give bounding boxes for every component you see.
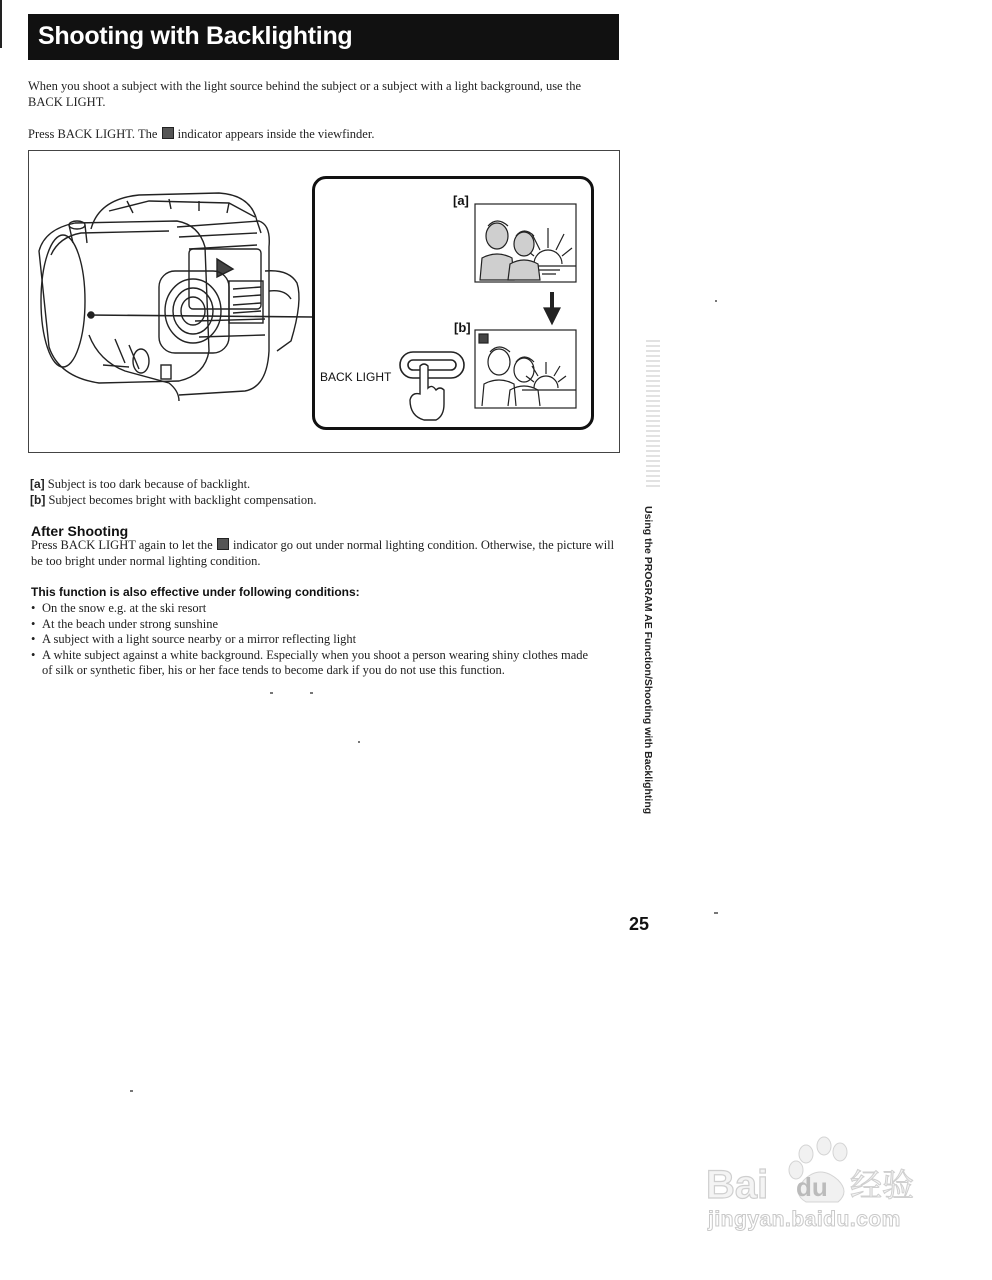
press-text-before: Press BACK LIGHT. The [28, 127, 161, 141]
caption-a [30, 476, 316, 492]
page-number: 25 [629, 914, 650, 934]
label-a: [a] [453, 193, 469, 208]
press-text-after: indicator appears inside the viewfinder. [174, 127, 375, 141]
caption-b-text: Subject becomes bright with backlight compensation. [45, 493, 317, 507]
svg-text:du: du [796, 1172, 828, 1202]
scan-speck [358, 741, 360, 743]
scan-speck [714, 912, 718, 914]
backlight-figure [28, 150, 620, 453]
back-light-label: BACK LIGHT [320, 370, 392, 384]
watermark-url: jingyan.baidu.com [708, 1208, 901, 1231]
list-item: • At the beach under strong sunshine [31, 617, 591, 633]
after-shooting-heading: After Shooting [31, 523, 129, 539]
list-item: • A subject with a light source nearby or a mirror reflecting light [31, 632, 591, 648]
caption-b-key: [b] [30, 493, 46, 507]
caption-a-key: [a] [30, 477, 45, 491]
page-title: Shooting with Backlighting [38, 22, 353, 50]
baidu-watermark-logo [700, 1130, 950, 1250]
caption-b [30, 492, 316, 508]
after-text-after: indicator go out under normal lighting condition. Otherwise, the picture will be too bright under normal lighting condition. [31, 538, 615, 568]
intro-paragraph: When you shoot a subject with the light source behind the subject or a subject with a light background, use the BACK LIGHT. [28, 79, 581, 109]
conditions-list [31, 601, 591, 679]
page-edge-mark [0, 0, 2, 48]
figure-captions [30, 476, 316, 508]
scan-speck [715, 300, 717, 302]
scan-speck [310, 692, 313, 694]
backlight-inset [312, 176, 594, 430]
title-bar [28, 14, 619, 60]
svg-text:Bai: Bai [706, 1163, 769, 1207]
list-item: • A white subject against a white background. Especially when you shoot a person wearing shiny clothes made of silk or synthetic fiber, his or her face tends to become dark if you do not use this function. [31, 648, 591, 679]
scan-speck [270, 692, 273, 694]
after-text-before: Press BACK LIGHT again to let the [31, 538, 216, 552]
press-instruction [28, 126, 618, 142]
list-item: • On the snow e.g. at the ski resort [31, 601, 591, 617]
backlight-indicator-icon [217, 538, 229, 550]
inset-artwork [312, 176, 594, 430]
svg-text:经验: 经验 [850, 1166, 915, 1204]
after-shooting-text [31, 537, 621, 569]
conditions-heading: This function is also effective under following conditions: [31, 585, 360, 599]
side-section-title: Using the PROGRAM AE Function/Shooting with Backlighting [642, 506, 654, 815]
scan-speck [130, 1090, 133, 1092]
backlight-indicator-icon [162, 127, 174, 139]
scan-noise [646, 340, 660, 490]
caption-a-text: Subject is too dark because of backlight. [44, 477, 251, 491]
label-b: [b] [454, 320, 471, 335]
